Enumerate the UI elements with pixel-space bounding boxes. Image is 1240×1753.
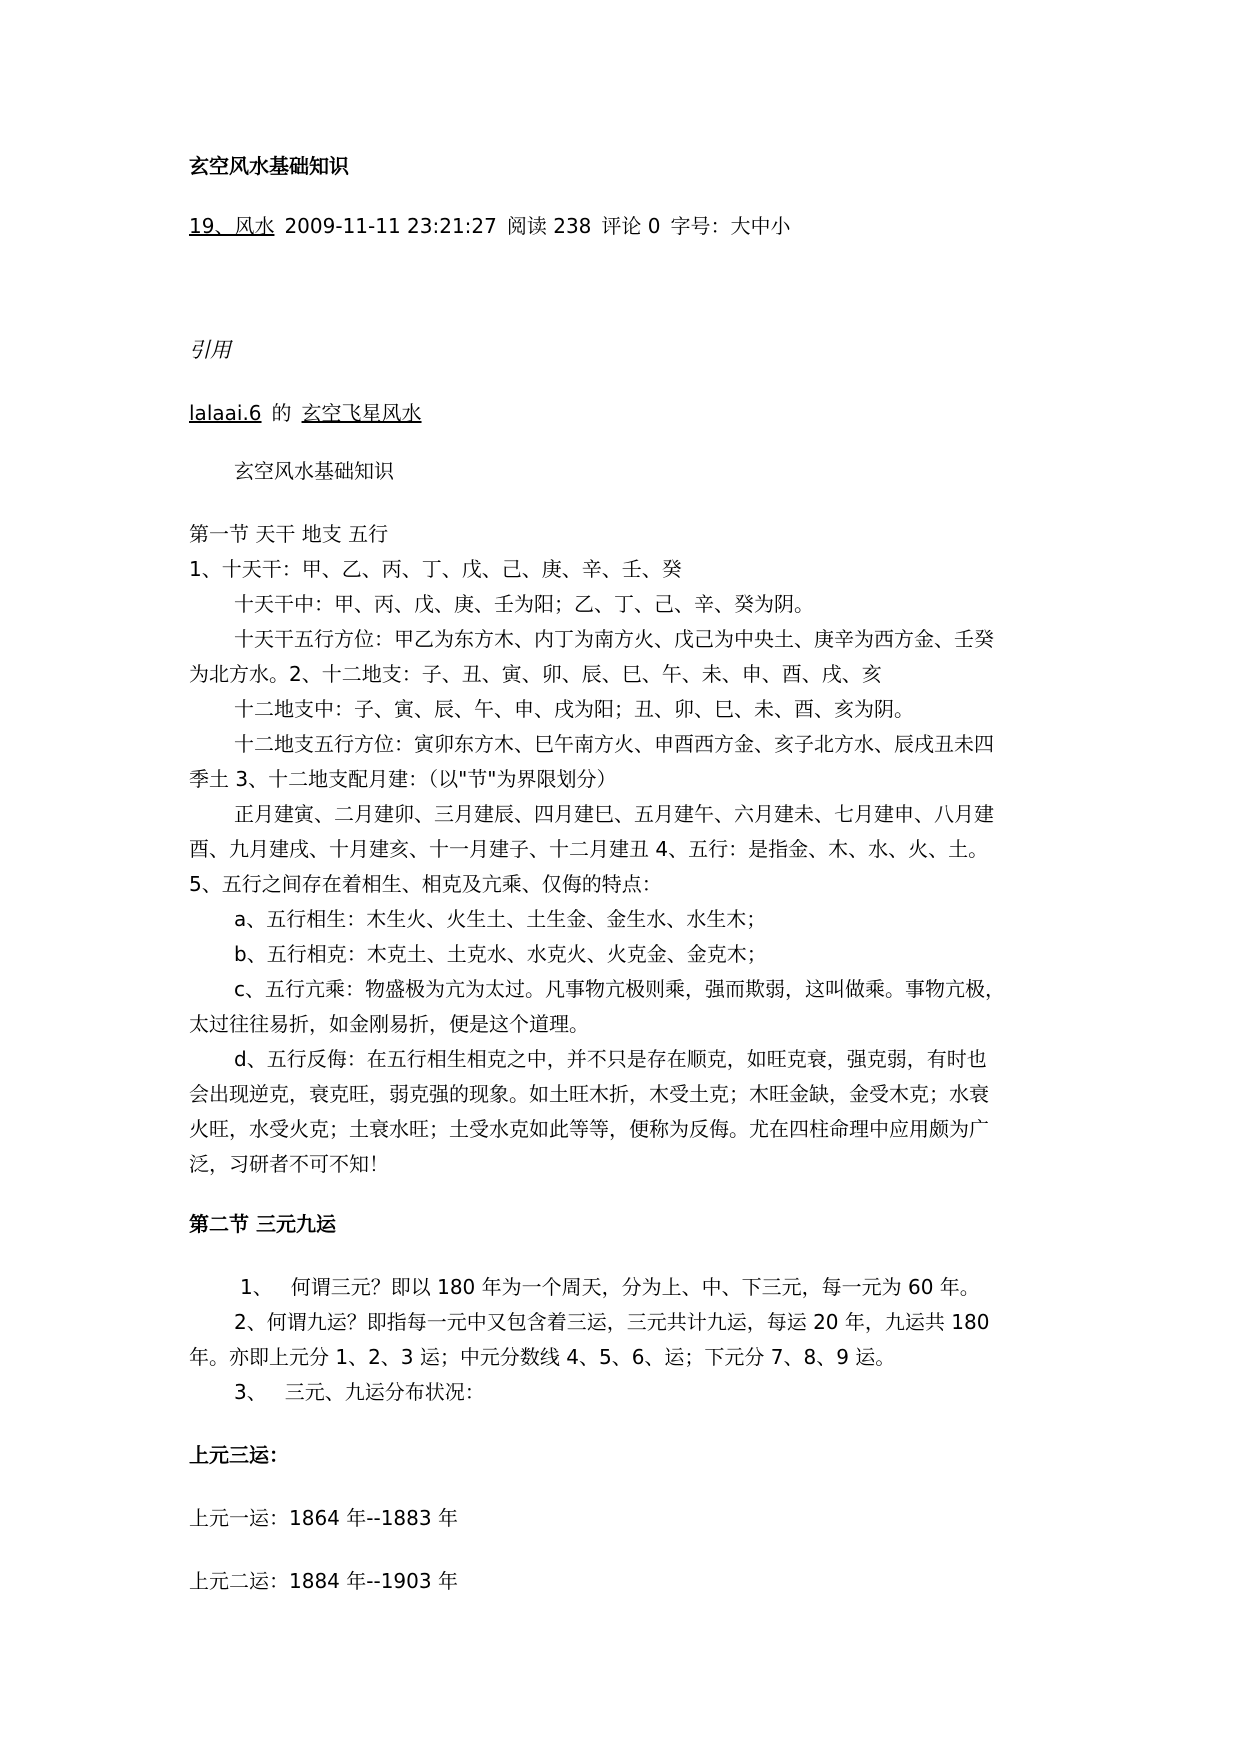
comment-count: 评论 0 xyxy=(601,214,661,238)
font-size-control[interactable]: 字号：大中小 xyxy=(670,214,791,238)
article-meta xyxy=(189,212,791,240)
paragraph-line xyxy=(240,1273,980,1301)
quote-of: 的 xyxy=(271,401,292,425)
paragraph-line: 十天干中：甲、丙、戊、庚、壬为阳；乙、丁、己、辛、癸为阴。 xyxy=(234,592,814,616)
item-number: 3、 xyxy=(234,1380,267,1404)
paragraph-line: 为北方水。2、十二地支：子、丑、寅、卯、辰、巳、午、未、申、酉、戌、亥 xyxy=(189,662,882,686)
paragraph-line: b、五行相克：木克土、土克水、水克火、火克金、金克木； xyxy=(234,942,767,966)
quote-source xyxy=(189,399,422,427)
paragraph-line: 十二地支五行方位：寅卯东方木、巳午南方火、申酉西方金、亥子北方水、辰戌丑未四 xyxy=(234,732,994,756)
paragraph-line xyxy=(234,1378,485,1406)
item-text: 何谓三元？即以 180 年为一个周天，分为上、中、下三元，每一元为 60 年。 xyxy=(290,1275,980,1299)
post-datetime: 2009-11-11 23:21:27 xyxy=(284,214,497,238)
paragraph-line: 1、十天干：甲、乙、丙、丁、戊、己、庚、辛、壬、癸 xyxy=(189,557,682,581)
paragraph-line: 太过往往易折，如金刚易折，便是这个道理。 xyxy=(189,1012,589,1036)
paragraph-line: d、五行反侮：在五行相生相克之中，并不只是存在顺克，如旺克衰，强克弱，有时也 xyxy=(234,1047,987,1071)
paragraph-line: 季土 3、十二地支配月建：（以"节"为界限划分） xyxy=(189,767,617,791)
paragraph-line: 十天干五行方位：甲乙为东方木、内丁为南方火、戊己为中央土、庚辛为西方金、壬癸 xyxy=(234,627,994,651)
upper-yuan-heading: 上元三运： xyxy=(189,1443,289,1467)
paragraph-line: c、五行亢乘：物盛极为亢为太过。凡事物亢极则乘，强而欺弱，这叫做乘。事物亢极， xyxy=(234,977,1005,1001)
item-number: 1、 xyxy=(240,1275,273,1299)
section2-heading: 第二节 三元九运 xyxy=(189,1212,336,1236)
paragraph-line: 泛，习研者不可不知！ xyxy=(189,1152,389,1176)
paragraph-line: 正月建寅、二月建卯、三月建辰、四月建巳、五月建午、六月建未、七月建申、八月建 xyxy=(234,802,994,826)
author-link[interactable]: lalaai.6 xyxy=(189,401,262,425)
item-text: 三元、九运分布状况： xyxy=(284,1380,485,1404)
paragraph-line: 年。亦即上元分 1、2、3 运；中元分数线 4、5、6、运；下元分 7、8、9 运。 xyxy=(189,1345,896,1369)
period-line: 上元一运：1864 年--1883 年 xyxy=(189,1506,458,1530)
period-line: 上元二运：1884 年--1903 年 xyxy=(189,1569,458,1593)
category-link[interactable]: 19、风水 xyxy=(189,214,275,238)
section1-heading: 第一节 天干 地支 五行 xyxy=(189,522,389,546)
paragraph-line: 会出现逆克，衰克旺，弱克强的现象。如土旺木折，木受土克；木旺金缺，金受木克；水衰 xyxy=(189,1082,989,1106)
paragraph-line: 5、五行之间存在着相生、相克及亢乘、仅侮的特点： xyxy=(189,872,662,896)
paragraph-line: 火旺，水受火克；土衰水旺；土受水克如此等等，便称为反侮。尤在四柱命理中应用颇为广 xyxy=(189,1117,989,1141)
subtitle: 玄空风水基础知识 xyxy=(234,459,394,483)
quote-label: 引用 xyxy=(189,338,231,362)
paragraph-line: a、五行相生：木生火、火生土、土生金、金生水、水生木； xyxy=(234,907,767,931)
paragraph-line: 2、何谓九运？即指每一元中又包含着三运，三元共计九运，每运 20 年，九运共 180 xyxy=(234,1310,990,1334)
source-link[interactable]: 玄空飞星风水 xyxy=(301,401,422,425)
read-count: 阅读 238 xyxy=(506,214,592,238)
article-title: 玄空风水基础知识 xyxy=(189,154,349,178)
paragraph-line: 酉、九月建戌、十月建亥、十一月建子、十二月建丑 4、五行：是指金、木、水、火、土。 xyxy=(189,837,989,861)
paragraph-line: 十二地支中：子、寅、辰、午、申、戌为阳；丑、卯、巳、未、酉、亥为阴。 xyxy=(234,697,914,721)
